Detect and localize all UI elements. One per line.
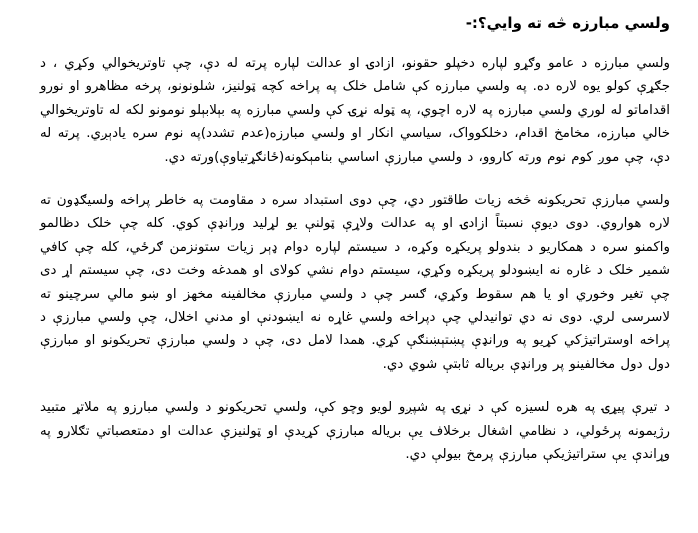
paragraph-3: د تيرې پيړۍ په هره لسيزه کې د نړۍ په شپږو لويو وچو کې، ولسي تحريکونو د ولسي مبارزو په ملاتړ متبيد رژيمونه پرځولي، د نظامي اشغال برخلاف يې برياله مبارزې کړيدې او ټولنيزې عدالت او دمتعصباتي تګلارو په وړاندې يې ستراتيژيکې مبارزې پرمخ بيولې دي. bbox=[40, 400, 670, 463]
paragraph-1: ولسي مبارزه د عامو وګړو لپاره دخپلو حقونو، ازادۍ او عدالت لپاره پرته له دې، چې تاوتريخوالي وکړي ، د جګړې کولو يوه لاره ده. په ولسي مبارزه کې شامل خلک په پراخه کچه ټولنيز، شلونونو، پرخه مظاهرو او نورو اقداماتو له لوري ولسي مبارزه په لاره اچوي، په ټوله نړۍ کې ولسي مبارزه په بېلابېلو نومونو لکه له تاوتريخوالي خالي مبارزه، مخامخ اقدام، دخلکوواک، سياسي انکار او ولسي مبارزه(عدم تشدد)په نوم سره يادېږي. پرته له دې، چې موږ کوم نوم ورته کاروو، د ولسي مبارزې اساسي بنامېکونه(ځانګړتياوې)ورته دي. bbox=[40, 56, 670, 165]
document-title: ولسي مبارزه څه ته وايي؟:- bbox=[465, 14, 670, 32]
paragraph-2: ولسي مبارزې تحريکونه څخه زيات طاقتور دي، چې دوی استبداد سره د مقاومت په خاطر پراخه ولسيګډون ته لاره هواروي. دوی ديوې نسبتاً ازادۍ او په عدالت ولاړې ټولنې يو لړليد ورانډې کوي. کله چې خلک دظالمو واکمنو سره د همکاريو د بندولو پريکړه وکړه، د سيستم لپاره دوام ډېر زيات ستونزمن ګرځي، کله چې کافي شمير خلک د غاره نه ايښودلو پريکړه وکړي، سيستم دوام نشي کولای او همدغه وخت دی، چې سيستم اړ دی چې تغير وخوري او يا هم سقوط وکړي، ګسر چې د ولسي مبارزې مخالفينه مخهز او ښو مالي سرچينو ته لاسرسی لري. دوی نه دي توانيدلي چې دپراخه ولسي غاړه نه ايښودنې او مدني اخلال، چې ولسي مبارزې د پراخه اوستراتيژکي کړيو په ورانډې پښتېښنګې کړي. همدا لامل دی، چې د ولسي مبارزې تحريکونو او مبارزې دول دول مخالفينو پر ورانډې برياله ثابتې شوي دي. bbox=[40, 193, 670, 372]
